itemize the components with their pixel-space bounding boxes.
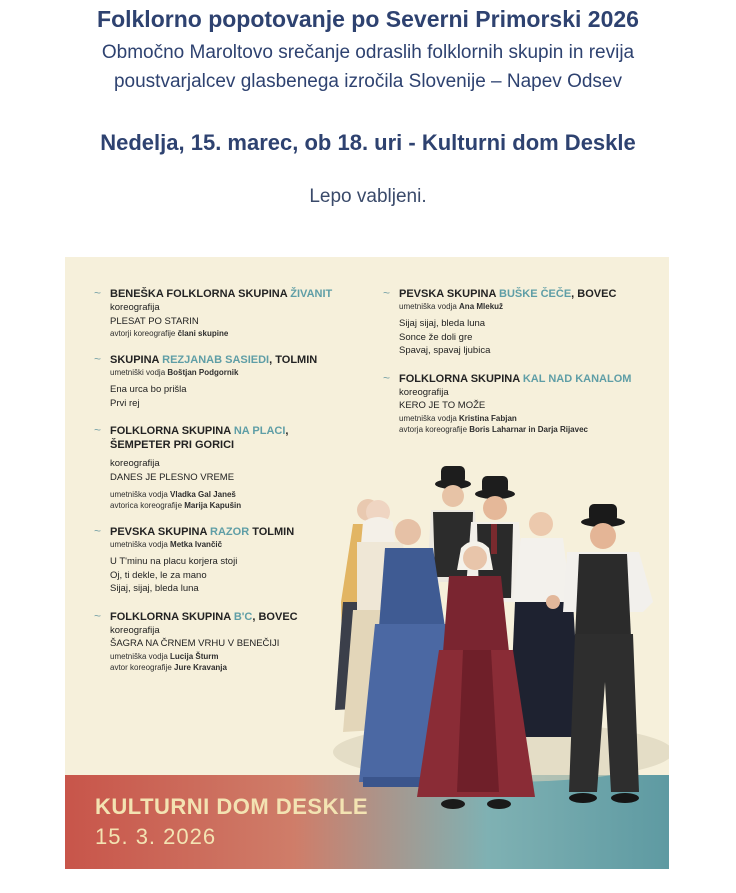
credit-person: Kristina Fabjan	[459, 413, 517, 423]
program-item: Prvi rej	[110, 397, 140, 409]
credit-person: Boris Laharnar in Darja Rijavec	[469, 424, 588, 434]
credit-person: člani skupine	[177, 329, 229, 338]
tilde-bullet-icon: ~	[383, 286, 391, 300]
tilde-bullet-icon: ~	[94, 286, 102, 300]
event-date-line: Nedelja, 15. marec, ob 18. uri - Kulturni dom Deskle	[100, 130, 636, 155]
group-name-highlight: NA PLACI	[233, 425, 286, 437]
venue-date: 15. 3. 2026	[95, 824, 217, 849]
group-name	[399, 287, 663, 301]
tilde-bullet-icon: ~	[383, 370, 391, 385]
venue-title: KULTURNI DOM DESKLE	[95, 794, 369, 819]
folk-dancers-photo	[313, 452, 669, 869]
credit-person: Metka Ivančič	[170, 540, 223, 549]
credit-line	[110, 328, 359, 339]
program-item: U T'minu na placu korjera stoji	[110, 556, 238, 567]
credit-role: avtorica koreografije	[110, 501, 185, 510]
credit-role: avtorji koreografije	[110, 329, 178, 338]
program-item: Sijaj sijaj, bleda luna	[399, 318, 486, 329]
program-item: ŠAGRA NA ČRNEM VRHU V BENEČIJI	[110, 638, 280, 649]
credit-role: avtorja koreografije	[399, 424, 470, 434]
credit-person: Vladka Gal Janeš	[170, 490, 236, 499]
tilde-bullet-icon: ~	[94, 423, 102, 437]
tilde-bullet-icon: ~	[94, 352, 102, 366]
program-item: koreografija	[110, 624, 160, 636]
welcome-text: Lepo vabljeni.	[309, 186, 427, 207]
group-name-suffix: TOLMIN	[249, 526, 295, 538]
program-item: Sijaj, sijaj, bleda luna	[110, 583, 199, 594]
group-name-highlight: RAZOR	[210, 526, 250, 538]
group-name-highlight: ŽIVANIT	[290, 288, 333, 300]
credit-role: umetniška vodja	[110, 651, 171, 661]
credit-person: Marija Kapušin	[184, 501, 242, 510]
joined-hands	[546, 595, 560, 609]
credit-role: umetniška vodja	[399, 413, 460, 423]
page-subtitle	[0, 38, 736, 96]
program-item: koreografija	[399, 386, 449, 398]
program-right-column	[383, 287, 663, 449]
program-item: DANES JE PLESNO VREME	[110, 471, 235, 483]
program-item: koreografija	[110, 458, 160, 469]
subtitle-line-2: poustvarjalcev glasbenega izročila Slovenije – Napev Odsev	[113, 71, 622, 92]
group-name-prefix: PEVSKA SKUPINA	[399, 288, 500, 300]
group-name-prefix: BENEŠKA FOLKLORNA SKUPINA	[110, 288, 291, 300]
group-name-prefix: SKUPINA	[110, 354, 163, 366]
credit-line	[399, 301, 663, 312]
subtitle-line-1: Območno Maroltovo srečanje odraslih folklornih skupin in revija	[101, 42, 635, 63]
credit-line	[399, 424, 663, 435]
group-name	[110, 287, 359, 301]
group-name	[110, 424, 359, 438]
group-name-prefix: FOLKLORNA SKUPINA	[399, 372, 523, 385]
credit-line	[399, 413, 663, 424]
tilde-bullet-icon: ~	[94, 608, 102, 623]
program-entry	[94, 287, 359, 339]
group-name-highlight: B'C	[233, 610, 253, 623]
credit-person: Ana Mlekuž	[459, 302, 504, 311]
group-name-highlight: REZJANAB SASIEDI	[162, 354, 270, 366]
group-name	[399, 372, 663, 386]
credit-person: Lucija Šturm	[170, 651, 219, 661]
group-name-highlight: KAL NAD KANALOM	[522, 372, 632, 385]
program-item: KERO JE TO MOŽE	[399, 400, 486, 411]
program-entry	[383, 372, 663, 435]
program-item: Ena urca bo prišla	[110, 384, 187, 395]
group-name	[110, 353, 359, 367]
program-item: Oj, ti dekle, le za mano	[110, 569, 207, 581]
program-entry	[383, 287, 663, 358]
program-entry	[94, 353, 359, 410]
group-name-suffix: , TOLMIN	[269, 354, 318, 366]
credit-line	[110, 367, 359, 378]
event-poster	[65, 257, 669, 869]
program-item: koreografija	[110, 302, 160, 313]
group-name-prefix: PEVSKA SKUPINA	[110, 526, 211, 538]
group-name-suffix: , BOVEC	[571, 288, 617, 300]
credit-role: umetniški vodja	[110, 368, 168, 377]
credit-role: umetniška vodja	[110, 490, 171, 499]
credit-role: umetniška vodja	[110, 540, 171, 549]
credit-role: umetniška vodja	[399, 302, 460, 311]
credit-person: Boštjan Podgornik	[167, 368, 239, 377]
group-name-prefix: FOLKLORNA SKUPINA	[110, 610, 234, 623]
page-title: Folklorno popotovanje po Severni Primorski 2026	[97, 6, 639, 32]
program-item: PLESAT PO STARIN	[110, 315, 199, 327]
credit-person: Jure Kravanja	[174, 662, 227, 672]
group-name-suffix: ,	[285, 425, 289, 437]
credit-role: avtor koreografije	[110, 662, 175, 672]
group-name-line-2: ŠEMPETER PRI GORICI	[110, 439, 235, 451]
group-name-highlight: BUŠKE ČEČE	[499, 288, 572, 300]
group-name-prefix: FOLKLORNA SKUPINA	[110, 425, 234, 437]
group-name-suffix: , BOVEC	[252, 610, 298, 623]
program-item: Spavaj, spavaj ljubica	[399, 345, 491, 356]
tilde-bullet-icon: ~	[94, 524, 102, 538]
program-item: Sonce že doli gre	[399, 331, 473, 343]
